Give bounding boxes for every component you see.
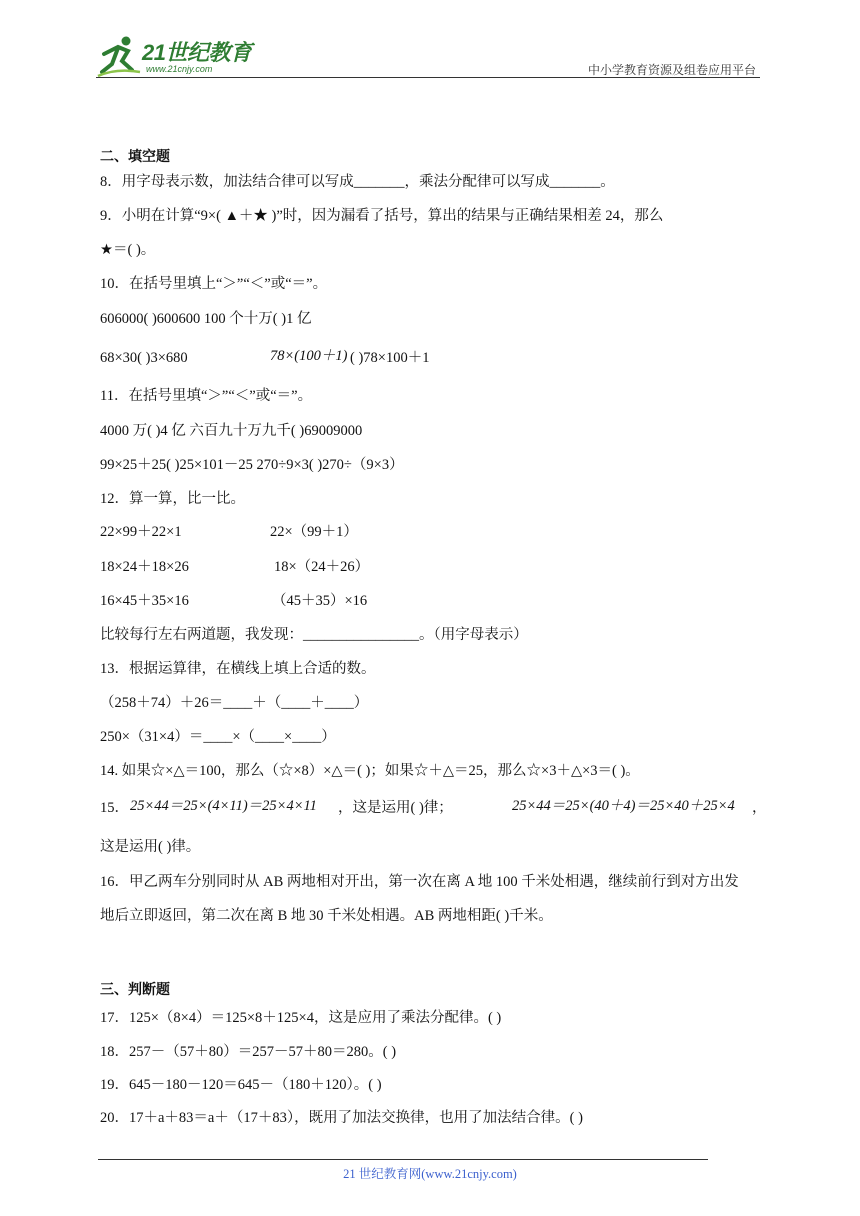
question-12-row-1-left: 22×99＋22×1 (100, 524, 182, 540)
question-10: 10．在括号里填上“＞”“＜”或“＝”。 (100, 276, 328, 292)
logo-url: www.21cnjy.com (146, 64, 213, 74)
section-title-fill-in: 二、填空题 (100, 150, 170, 165)
question-8: 8．用字母表示数，加法结合律可以写成_______，乘法分配律可以写成_______。 (100, 174, 615, 190)
question-19: 19．645－180－120＝645－（180＋120）。( ) (100, 1077, 382, 1093)
question-18: 18．257－（57＋80）＝257－57＋80＝280。( ) (100, 1044, 397, 1060)
question-20: 20．17＋a＋83＝a＋（17＋83），既用了加法交换律，也用了加法结合律。( ) (100, 1110, 583, 1126)
logo-text: 21世纪教育 (142, 40, 252, 65)
footer-divider (98, 1159, 708, 1160)
question-17: 17．125×（8×4）＝125×8＋125×4，这是应用了乘法分配律。( ) (100, 1010, 502, 1026)
question-15-text-2: 这是运用( )律。 (100, 839, 201, 855)
question-15-text-1: ，这是运用( )律； (338, 800, 453, 816)
question-12: 12．算一算，比一比。 (100, 491, 245, 507)
question-12-row-3-left: 16×45＋35×16 (100, 593, 189, 609)
question-10-row-2-left: 68×30( )3×680 (100, 350, 188, 366)
question-13: 13．根据运算律，在横线上填上合适的数。 (100, 661, 376, 677)
question-12-row-3-right: （45＋35）×16 (272, 593, 368, 609)
question-12-row-1-right: 22×（99＋1） (270, 524, 358, 540)
question-9: 9．小明在计算“9×( ▲＋★ )”时，因为漏看了括号，算出的结果与正确结果相差 24，那么 (100, 208, 664, 224)
question-11-row-2: 99×25＋25( )25×101－25 270÷9×3( )270÷（9×3） (100, 457, 404, 473)
question-11-row-1: 4000 万( )4 亿 六百九十万九千( )69009000 (100, 423, 363, 439)
question-10-formula: 78×(100＋1) (270, 348, 348, 364)
question-13-row-2: 250×（31×4）＝____×（____×____） (100, 729, 336, 745)
question-15-formula-1: 25×44＝25×(4×11)＝25×4×11 (130, 798, 317, 814)
question-11: 11．在括号里填“＞”“＜”或“＝”。 (100, 388, 313, 404)
header-divider (96, 77, 760, 78)
platform-title: 中小学教育资源及组卷应用平台 (587, 63, 756, 77)
question-10-row-2-right: ( )78×100＋1 (350, 350, 430, 366)
question-14: 14. 如果☆×△＝100，那么（☆×8）×△＝( )；如果☆＋△＝25，那么☆×3＋△×3＝( )。 (100, 763, 640, 779)
question-15-comma: ， (752, 800, 767, 816)
runner-icon (96, 34, 142, 78)
question-12-conclusion: 比较每行左右两道题，我发现：________________。（用字母表示） (100, 627, 528, 643)
question-10-row-1: 606000( )600600 100 个十万( )1 亿 (100, 311, 312, 327)
question-12-row-2-left: 18×24＋18×26 (100, 559, 189, 575)
question-9-answer: ★＝( )。 (100, 242, 156, 258)
footer-text[interactable]: 21 世纪教育网(www.21cnjy.com) (343, 1167, 517, 1181)
question-12-row-2-right: 18×（24＋26） (274, 559, 370, 575)
site-logo (96, 34, 266, 78)
question-16-line-1: 16．甲乙两车分别同时从 AB 两地相对开出，第一次在离 A 地 100 千米处相遇，继续前行到对方出发 (100, 874, 739, 890)
question-16-line-2: 地后立即返回，第二次在离 B 地 30 千米处相遇。AB 两地相距( )千米。 (100, 908, 553, 924)
section-title-judgment: 三、判断题 (100, 983, 170, 998)
question-13-row-1: （258＋74）＋26＝____＋（____＋____） (100, 695, 369, 711)
question-15-formula-2: 25×44＝25×(40＋4)＝25×40＋25×4 (512, 798, 735, 814)
question-15-number: 15． (100, 800, 129, 816)
